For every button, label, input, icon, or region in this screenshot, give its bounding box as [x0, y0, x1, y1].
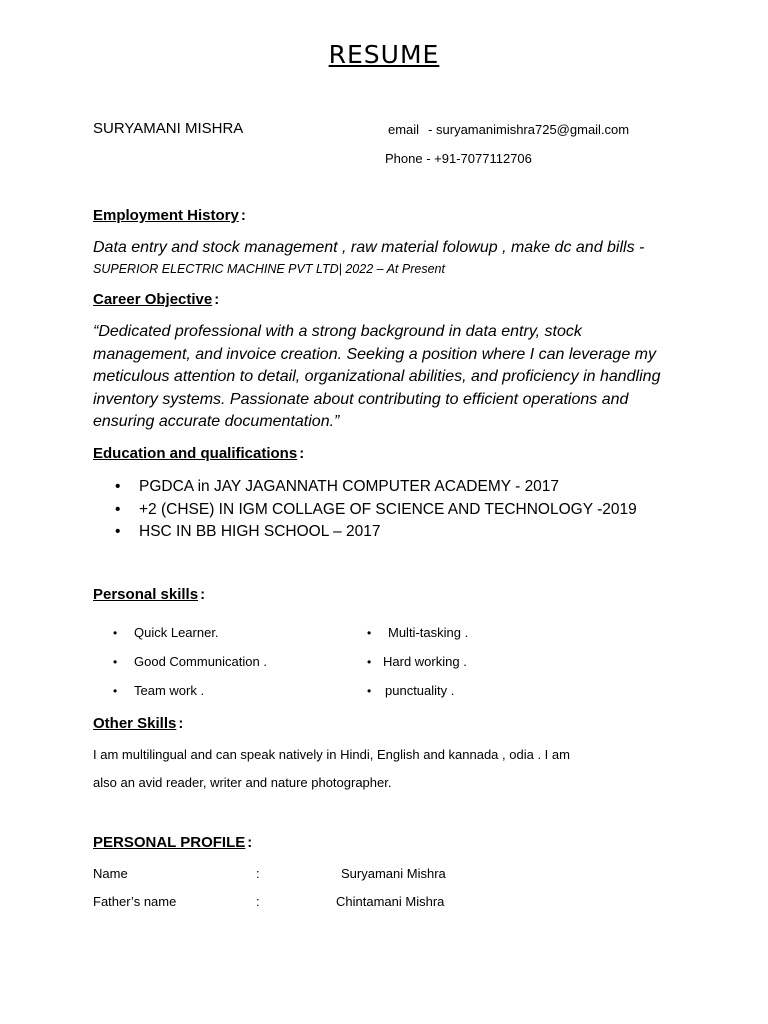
- email-line: [388, 122, 629, 137]
- career-objective-text: “Dedicated professional with a strong background in data entry, stock management, and invoice creation. Seeking a position where I can leverage my meticulous attention to detail, organizational abilities, and proficiency in handling inventory systems. Passionate about contributing to efficient operations and ensuring accurate documentation.”: [93, 323, 661, 431]
- applicant-name: SURYAMANI MISHRA: [93, 120, 244, 137]
- education-heading-colon: :: [299, 445, 305, 462]
- bullet-icon: •: [115, 523, 121, 541]
- personal-profile-heading-text: PERSONAL PROFILE: [93, 834, 246, 851]
- personal-skills-heading: [93, 586, 205, 603]
- page-title: RESUME: [328, 40, 440, 69]
- education-heading-text: Education and qualifications: [93, 445, 298, 462]
- profile-label: Father’s name: [93, 894, 177, 909]
- bullet-icon: •: [115, 478, 121, 495]
- education-item: [115, 521, 637, 544]
- phone-line: Phone - +91-7077112706: [385, 151, 532, 166]
- bullet-icon: •: [115, 500, 121, 518]
- other-skills-line: I am multilingual and can speak natively in Hindi, English and kannada , odia . I am: [93, 747, 570, 762]
- employment-heading-colon: :: [240, 207, 246, 224]
- profile-separator: :: [256, 894, 260, 909]
- profile-separator: :: [256, 866, 260, 881]
- education-item-text: HSC IN BB HIGH SCHOOL – 2017: [139, 523, 381, 541]
- skill-text: Multi-tasking .: [388, 625, 469, 640]
- skill-item: [113, 683, 204, 698]
- other-skills-heading: [93, 715, 183, 732]
- other-skills-heading-colon: :: [178, 715, 184, 732]
- personal-profile-heading: [93, 834, 252, 851]
- personal-skills-heading-text: Personal skills: [93, 586, 199, 603]
- career-heading: [93, 291, 219, 308]
- employment-heading: [93, 207, 246, 224]
- employment-duties: Data entry and stock management , raw material folowup , make dc and bills -: [93, 239, 645, 256]
- skill-text: Hard working .: [383, 654, 467, 669]
- bullet-icon: •: [367, 684, 372, 698]
- skill-item: [367, 654, 467, 669]
- bullet-icon: •: [367, 626, 372, 640]
- skill-text: Quick Learner.: [134, 625, 219, 640]
- career-heading-colon: :: [214, 291, 220, 308]
- education-item: [115, 476, 637, 499]
- education-item-text: PGDCA in JAY JAGANNATH COMPUTER ACADEMY - 2017: [139, 478, 560, 495]
- email-label: email: [388, 122, 420, 137]
- skill-text: Team work .: [134, 683, 205, 698]
- personal-skills-heading-colon: :: [200, 586, 206, 603]
- skill-item: [367, 625, 468, 640]
- email-value: - suryamanimishra725@gmail.com: [428, 122, 630, 137]
- other-skills-heading-text: Other Skills: [93, 715, 177, 732]
- profile-value: Suryamani Mishra: [341, 866, 446, 881]
- profile-value: Chintamani Mishra: [336, 894, 445, 909]
- bullet-icon: •: [113, 684, 118, 698]
- personal-profile-heading-colon: :: [247, 834, 253, 851]
- career-heading-text: Career Objective: [93, 291, 213, 308]
- skill-text: Good Communication .: [134, 654, 267, 669]
- employment-heading-text: Employment History: [93, 207, 239, 224]
- education-item-text: +2 (CHSE) IN IGM COLLAGE OF SCIENCE AND TECHNOLOGY -2019: [139, 500, 637, 518]
- other-skills-line: also an avid reader, writer and nature photographer.: [93, 775, 392, 790]
- employment-company: SUPERIOR ELECTRIC MACHINE PVT LTD| 2022 – At Present: [93, 262, 445, 276]
- bullet-icon: •: [367, 655, 372, 669]
- skill-item: [113, 625, 219, 640]
- skill-item: [367, 683, 454, 698]
- skill-text: punctuality .: [385, 683, 455, 698]
- bullet-icon: •: [113, 626, 118, 640]
- education-list: [115, 476, 637, 544]
- education-heading: [93, 445, 304, 462]
- skill-item: [113, 654, 267, 669]
- education-item: [115, 499, 637, 522]
- bullet-icon: •: [113, 655, 118, 669]
- profile-label: Name: [93, 866, 128, 881]
